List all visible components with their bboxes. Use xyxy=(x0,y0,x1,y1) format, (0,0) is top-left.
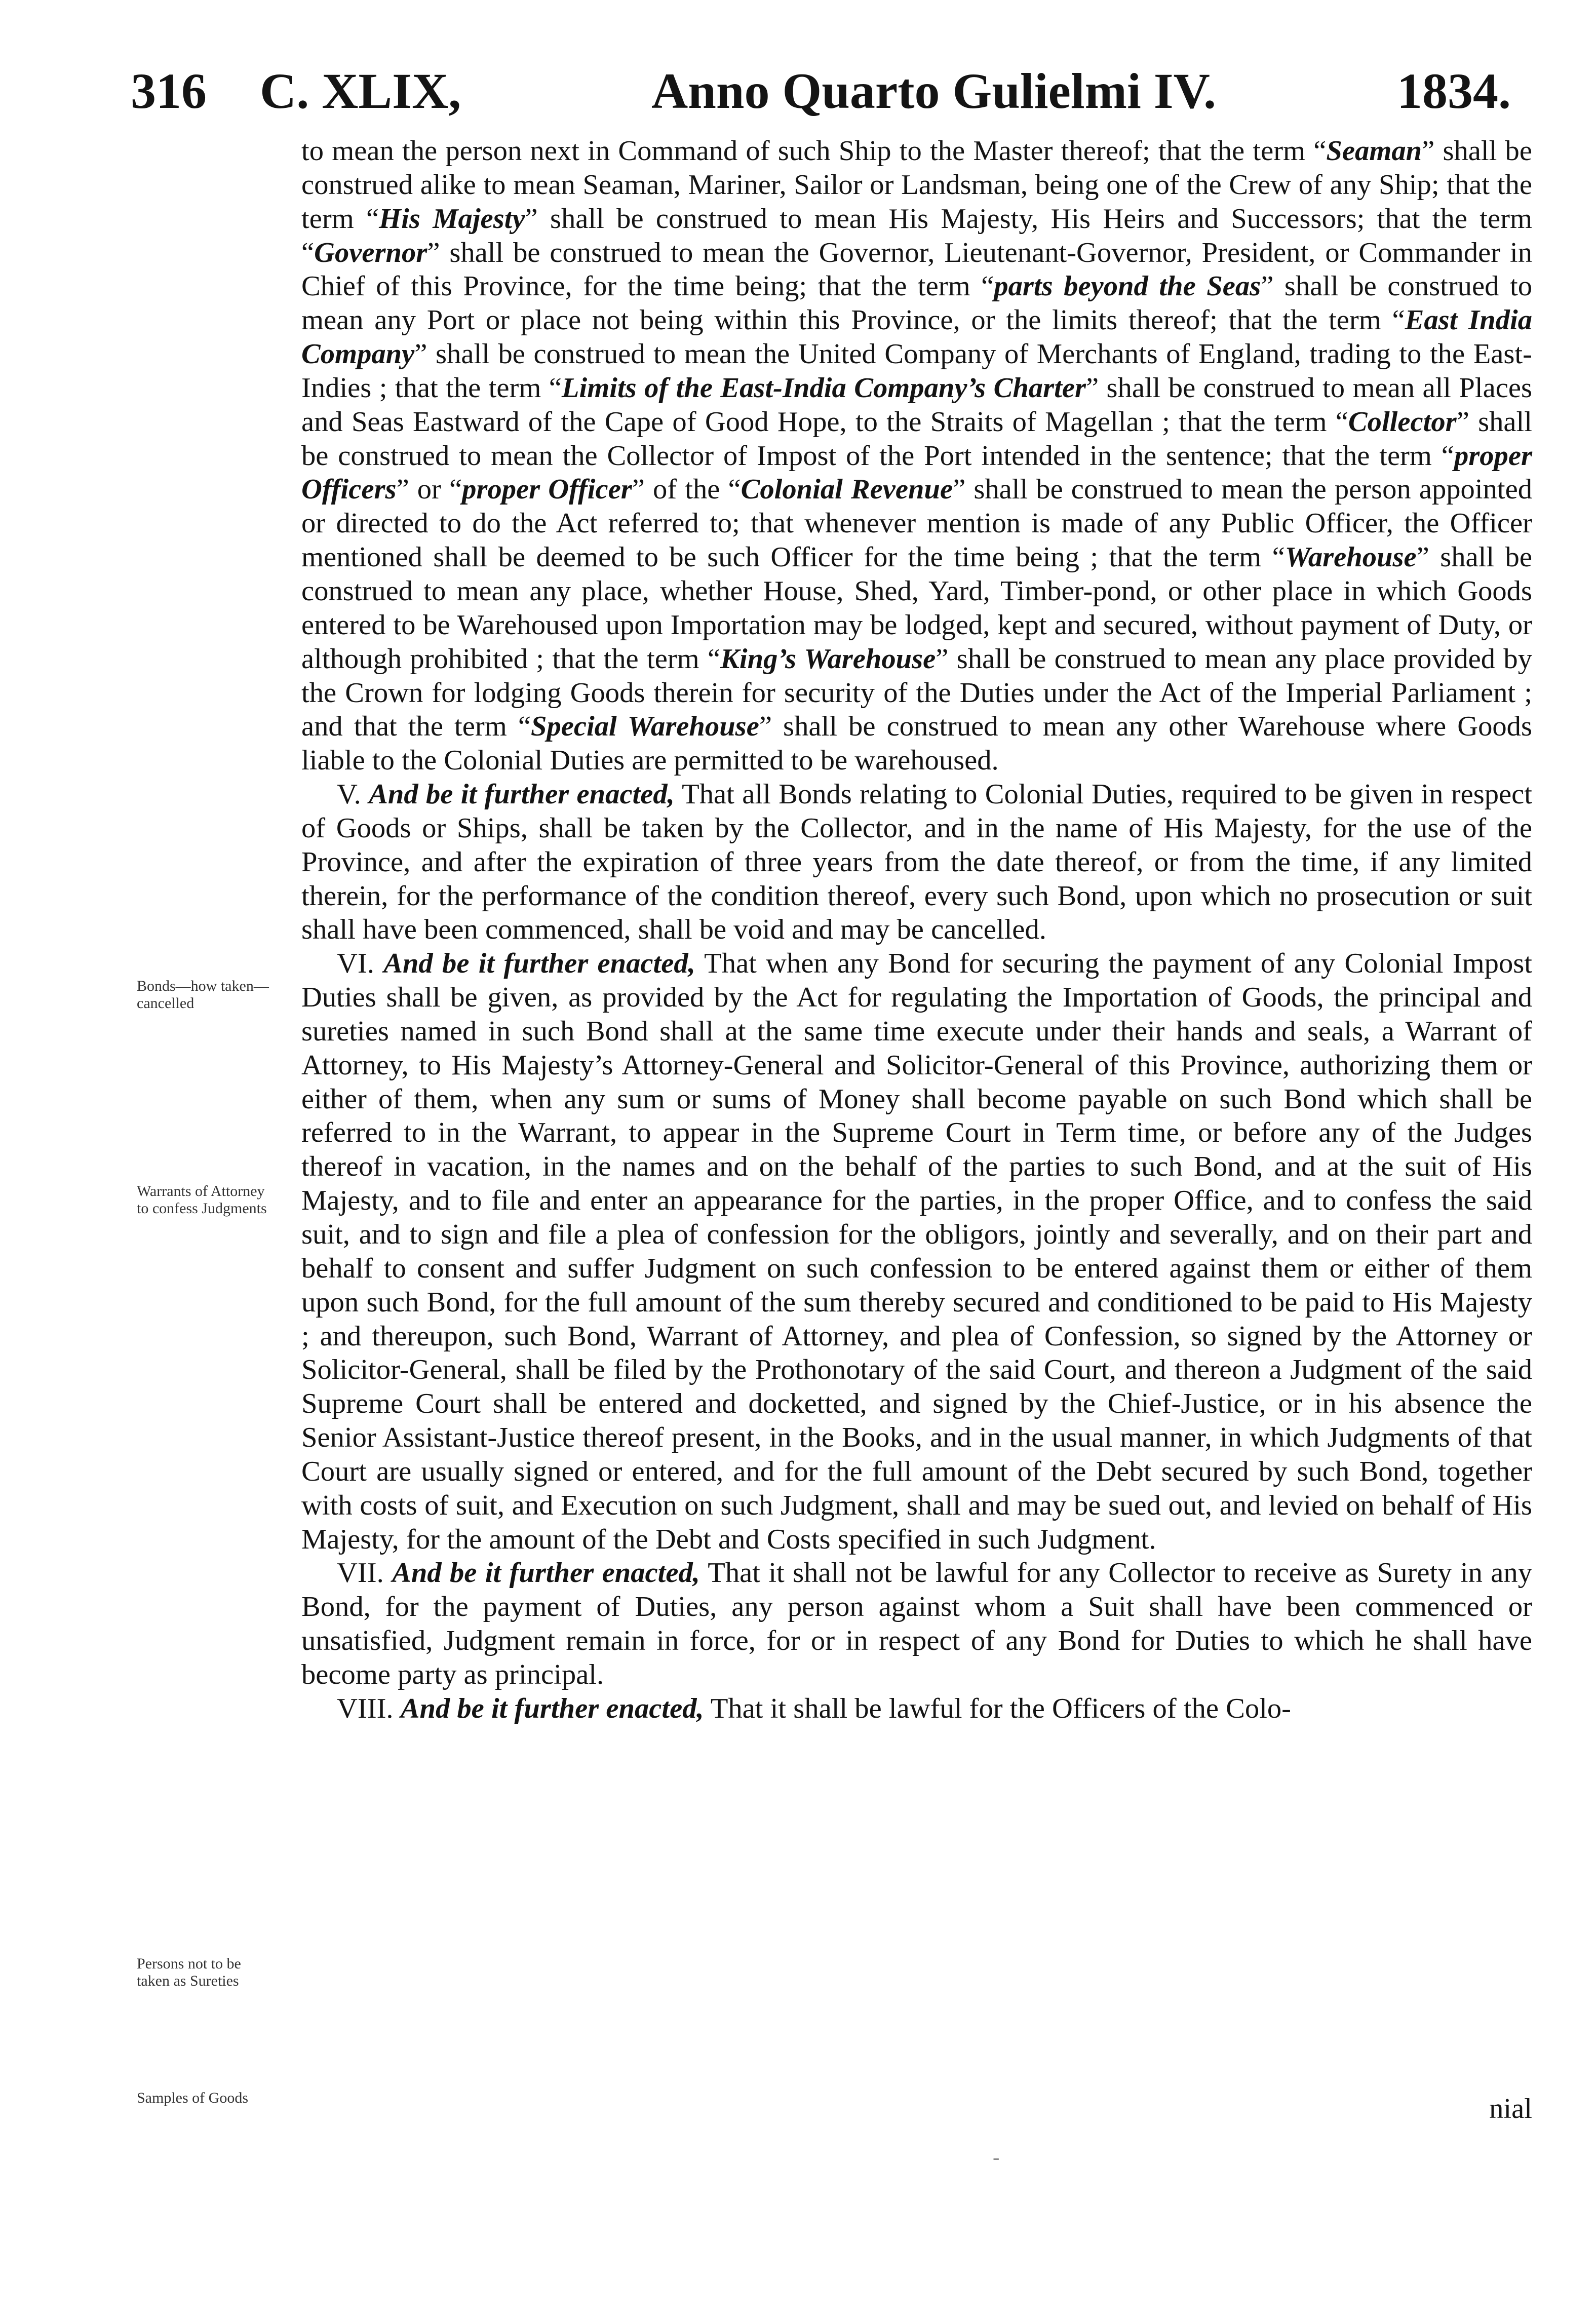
text-run: ” shall be construed to mean the United Company of Merchants of England, trading to the East-Indies ; that the term “ xyxy=(301,338,1532,404)
text-run: ” shall be construed to mean all Places and Seas Eastward of the Cape of Good Hope, to the Straits of Magellan ; that the term “ xyxy=(301,372,1533,438)
defined-term: King’s Warehouse xyxy=(720,643,936,675)
defined-term: parts beyond the Seas xyxy=(994,270,1261,302)
text-run: to mean the person next in Command of such Ship to the Master thereof; that the term “ xyxy=(301,135,1327,167)
defined-term: Limits of the East-India Company’s Charter xyxy=(561,372,1086,404)
chapter-number: C. XLIX, xyxy=(260,63,461,119)
margin-note-bonds: Bonds—how taken—cancelled xyxy=(137,978,269,1012)
section-number: V. xyxy=(337,779,361,810)
page-mark: - xyxy=(993,2146,1000,2169)
defined-term: proper Officers xyxy=(301,440,1532,506)
section-number: VIII. xyxy=(337,1692,394,1724)
section-text: That when any Bond for securing the payment of any Colonial Impost Duties shall be given, as provided by the Act for regulating the Importation of Goods, the principal and sureties named in such Bond shall at the same time execute under their hands and seals, a Warrant of Attorney, to His Majesty’s Attorney-General and Solicitor-General of this Province, authorizing them or either of them, when any sum or sums of Money shall become payable on such Bond which shall be referred to in the Warrant, to appear in the Supreme Court in Term time, or before any of the Judges thereof in vacation, in the names and on the behalf of the parties to such Bond, and at the suit of His Majesty, and to file and enter an appearance for the parties, in the proper Office, and to confess the said suit, and to sign and file a plea of confession for the obligors, jointly and severally, and on their part and behalf to consent and suffer Judgment on such confession to be entered against them or either of them upon such Bond, for the full amount of the sum thereby secured and conditioned to be paid to His Majesty ; and thereupon, such Bond, Warrant of Attorney, and plea of Confession, so signed by the Attorney or Solicitor-General, shall be filed by the Prothonotary of the said Court, and thereon a Judgment of the said Supreme Court shall be entered and docketted, and signed by the Chief-Justice, or in his absence the Senior Assistant-Justice thereof present, in the Books, and in the usual manner, in which Judgments of that Court are usually signed or entered, and for the full amount of the Debt secured by such Bond, together with costs of suit, and Execution on such Judgment, shall and may be sued out, and levied on behalf of His Majesty, for the amount of the Debt and Costs specified in such Judgment. xyxy=(301,948,1532,1555)
margin-note-warrants: Warrants of Attorney to confess Judgments xyxy=(137,1183,267,1217)
catchword: nial xyxy=(1489,2093,1532,2124)
section-7 xyxy=(301,1556,1532,1691)
defined-term: Colonial Revenue xyxy=(741,474,953,506)
defined-term: Seaman xyxy=(1326,135,1422,167)
enacting-clause: And be it further enacted, xyxy=(400,1692,704,1724)
text-run: ” shall be construed to mean the Governor, Lieutenant-Governor, President, or Commander in Chief of this Province, for the time being; that the term “ xyxy=(301,237,1532,302)
margin-note-persons: Persons not to be taken as Sureties xyxy=(137,1955,241,1989)
definitions-paragraph xyxy=(301,134,1532,778)
section-text: That it shall not be lawful for any Collector to receive as Surety in any Bond, for the payment of Duties, any person against whom a Suit shall have been commenced or unsatisfied, Judgment remain in force, for or in respect of any Bond for Duties to which he shall have become party as principal. xyxy=(301,1557,1532,1690)
enacting-clause: And be it further enacted, xyxy=(369,779,675,810)
text-run: ” shall be construed to mean His Majesty, His Heirs and Successors; that the term “ xyxy=(301,203,1532,268)
page-number: 316 xyxy=(131,63,207,119)
section-text: That all Bonds relating to Colonial Duties, required to be given in respect of Goods or Ships, shall be taken by the Collector, and in the name of His Majesty, for the use of the Province, and after the expiration of three years from the date thereof, or from the time, if any limited therein, for the performance of the condition thereof, every such Bond, upon which no prosecution or suit shall have been commenced, shall be void and may be cancelled. xyxy=(301,779,1532,946)
text-run: ” shall be construed to mean any other Warehouse where Goods liable to the Colonial Duties are permitted to be warehoused. xyxy=(301,711,1532,777)
running-header xyxy=(131,61,1529,122)
defined-term: Collector xyxy=(1348,406,1457,438)
defined-term: His Majesty xyxy=(379,203,525,235)
defined-term: East India Company xyxy=(301,304,1532,370)
section-number: VI. xyxy=(337,948,374,980)
enacting-clause: And be it further enacted, xyxy=(392,1557,700,1589)
section-8 xyxy=(301,1692,1532,1726)
defined-term: proper Officer xyxy=(462,474,632,506)
section-5 xyxy=(301,778,1532,947)
section-text: That it shall be lawful for the Officers of the Colo- xyxy=(704,1692,1292,1724)
text-run: ” or “ xyxy=(396,474,462,506)
text-run: ” shall be construed to mean any place, whether House, Shed, Yard, Timber-pond, or other place in which Goods entered to be Warehoused upon Importation may be lodged, kept and secured, without payment of Duty, or although prohibited ; that the term “ xyxy=(301,542,1532,675)
section-6 xyxy=(301,947,1532,1556)
year: 1834. xyxy=(1397,63,1511,119)
text-run: ” shall be construed to mean the person appointed or directed to do the Act referred to; that whenever mention is made of any Public Officer, the Officer mentioned shall be deemed to be such Officer for the time being ; that the term “ xyxy=(301,474,1533,573)
defined-term: Special Warehouse xyxy=(531,711,759,743)
text-run: ” shall be construed alike to mean Seaman, Mariner, Sailor or Landsman, being one of the Crew of any Ship; that the term “ xyxy=(301,135,1532,235)
enacting-clause: And be it further enacted, xyxy=(383,948,695,980)
text-run: ” of the “ xyxy=(632,474,741,506)
defined-term: Governor xyxy=(314,237,427,268)
section-number: VII. xyxy=(337,1557,384,1589)
margin-note-samples: Samples of Goods xyxy=(137,2090,248,2106)
text-run: ” shall be construed to mean the Collector of Impost of the Port intended in the sentence; that the term “ xyxy=(301,406,1532,472)
statute-text xyxy=(301,134,1532,1726)
running-title: Anno Quarto Gulielmi IV. xyxy=(651,63,1216,119)
text-run: ” shall be construed to mean any Port or place not being within this Province, or the limits thereof; that the term “ xyxy=(301,270,1532,336)
text-run: ” shall be construed to mean any place provided by the Crown for lodging Goods therein for security of the Duties under the Act of the Imperial Parliament ; and that the term “ xyxy=(301,643,1532,743)
defined-term: Warehouse xyxy=(1284,542,1417,573)
